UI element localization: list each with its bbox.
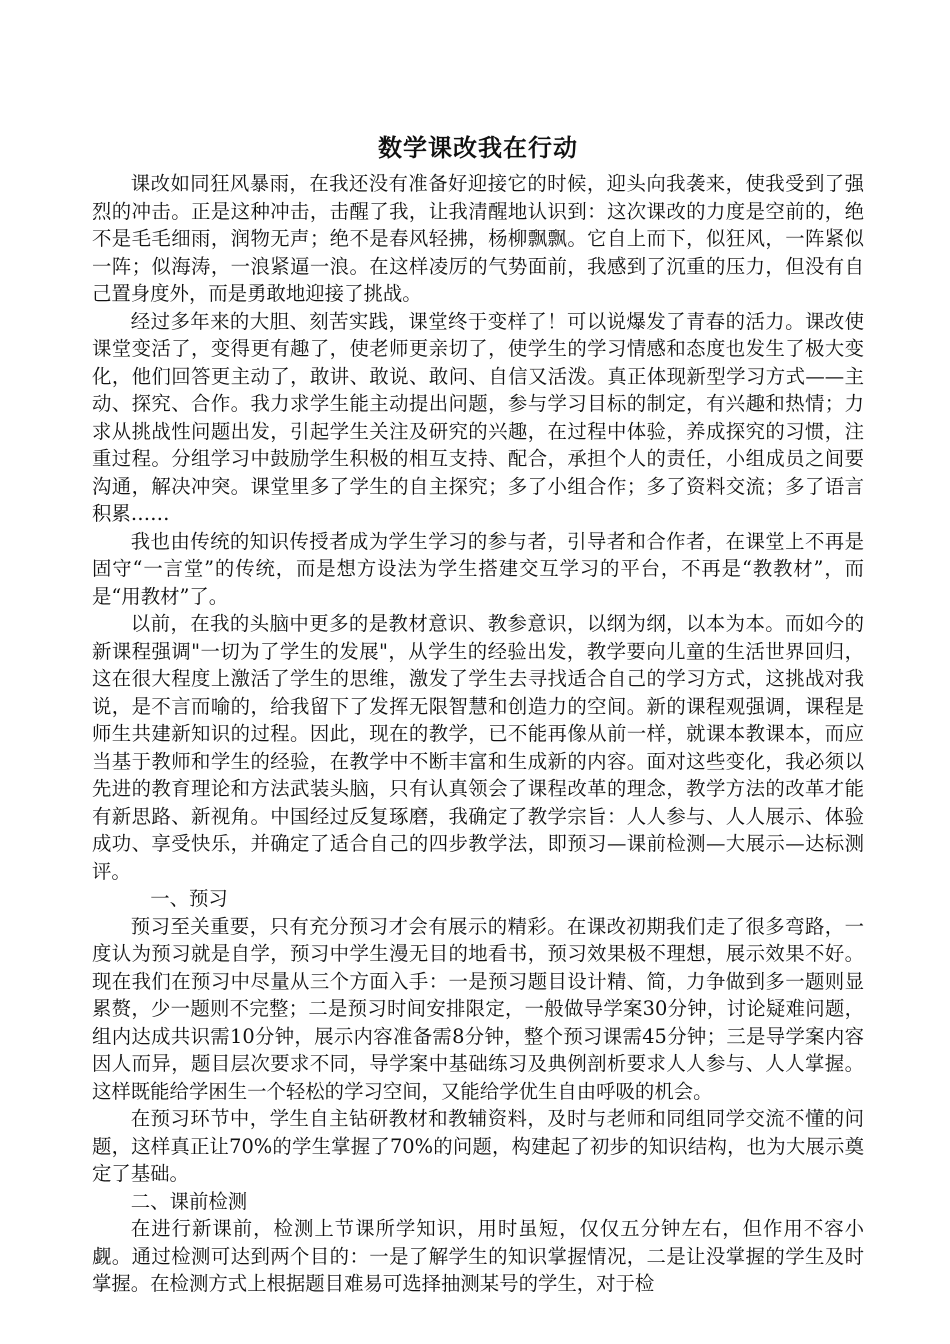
paragraph-new-curriculum: 以前，在我的头脑中更多的是教材意识、教参意识，以纲为纲，以本为本。而如今的新课程强调"一切为了学生的发展"，从学生的经验出发，教学要向儿童的生活世界回归，这在很大程度上激活了学生的思维，激发了学生去寻找适合自己的学习方式，这挑战对我说，是不言而喻的，给我留下了发挥无限智慧和创造力的空间。新的课程观强调，课程是师生共建新知识的过程。因此，现在的教学，已不能再像从前一样，就课本教课本，而应当基于教师和学生的经验，在教学中不断丰富和生成新的内容。面对这些变化，我必须以先进的教育理论和方法武装头脑，只有认真领会了课程改革的理念，教学方法的改革才能有新思路、新视角。中国经过反复琢磨，我确定了教学宗旨：人人参与、人人展示、体验成功、享受快乐，并确定了适合自己的四步教学法，即预习—课前检测—大展示—达标测评。 bbox=[92, 612, 864, 883]
section-heading-pre-class-test: 二、课前检测 bbox=[130, 1189, 248, 1213]
document-page bbox=[92, 126, 864, 1298]
paragraph-pre-class-test: 在进行新课前，检测上节课所学知识，用时虽短，仅仅五分钟左右，但作用不容小觑。通过检测可达到两个目的：一是了解学生的知识掌握情况，二是让没掌握的学生及时掌握。在检测方式上根据题目难易可选择抽测某号的学生，对于检 bbox=[92, 1217, 864, 1295]
paragraph-intro: 课改如同狂风暴雨，在我还没有准备好迎接它的时候，迎头向我袭来，使我受到了强烈的冲击。正是这种冲击，击醒了我，让我清醒地认识到：这次课改的力度是空前的，绝不是毛毛细雨，润物无声；绝不是春风轻拂，杨柳飘飘。它自上而下，似狂风，一阵紧似一阵；似海涛，一浪紧逼一浪。在这样凌厉的气势面前，我感到了沉重的压力，但没有自己置身度外，而是勇敢地迎接了挑战。 bbox=[92, 172, 864, 305]
section-heading-preview: 一、预习 bbox=[150, 887, 228, 910]
paragraph-preview-result: 在预习环节中，学生自主钻研教材和教辅资料，及时与老师和同组同学交流不懂的问题，这样真正让70%的学生掌握了70%的问题，构建起了初步的知识结构，也为大展示奠定了基础。 bbox=[92, 1107, 864, 1185]
document-title: 数学课改我在行动 bbox=[378, 134, 578, 162]
paragraph-preview-method: 预习至关重要，只有充分预习才会有展示的精彩。在课改初期我们走了很多弯路，一度认为预习就是自学，预习中学生漫无目的地看书，预习效果极不理想，展示效果不好。现在我们在预习中尽量从三个方面入手：一是预习题目设计精、简，力争做到多一题则显累赘，少一题则不完整；二是预习时间安排限定，一般做导学案30分钟，讨论疑难问题，组内达成共识需10分钟，展示内容准备需8分钟，整个预习课需45分钟；三是导学案内容因人而异，题目层次要求不同，导学案中基础练习及典例剖析要求人人参与、人人掌握。这样既能给学困生一个轻松的学习空间，又能给学优生自由呼吸的机会。 bbox=[92, 914, 864, 1103]
paragraph-teacher-role: 我也由传统的知识传授者成为学生学习的参与者，引导者和合作者，在课堂上不再是固守“一言堂”的传统，而是想方设法为学生搭建交互学习的平台，不再是“教教材”，而是“用教材”了。 bbox=[92, 529, 864, 608]
paragraph-classroom-change: 经过多年来的大胆、刻苦实践，课堂终于变样了！可以说爆发了青春的活力。课改使课堂变活了，变得更有趣了，使老师更亲切了，使学生的学习情感和态度也发生了极大变化，他们回答更主动了，敢讲、敢说、敢问、自信又活泼。真正体现新型学习方式——主动、探究、合作。我力求学生能主动提出问题，参与学习目标的制定，有兴趣和热情；力求从挑战性问题出发，引起学生关注及研究的兴趣，在过程中体验，养成探究的习惯，注重过程。分组学习中鼓励学生积极的相互支持、配合，承担个人的责任，小组成员之间要沟通，解决冲突。课堂里多了学生的自主探究；多了小组合作；多了资料交流；多了语言积累…… bbox=[92, 309, 864, 525]
